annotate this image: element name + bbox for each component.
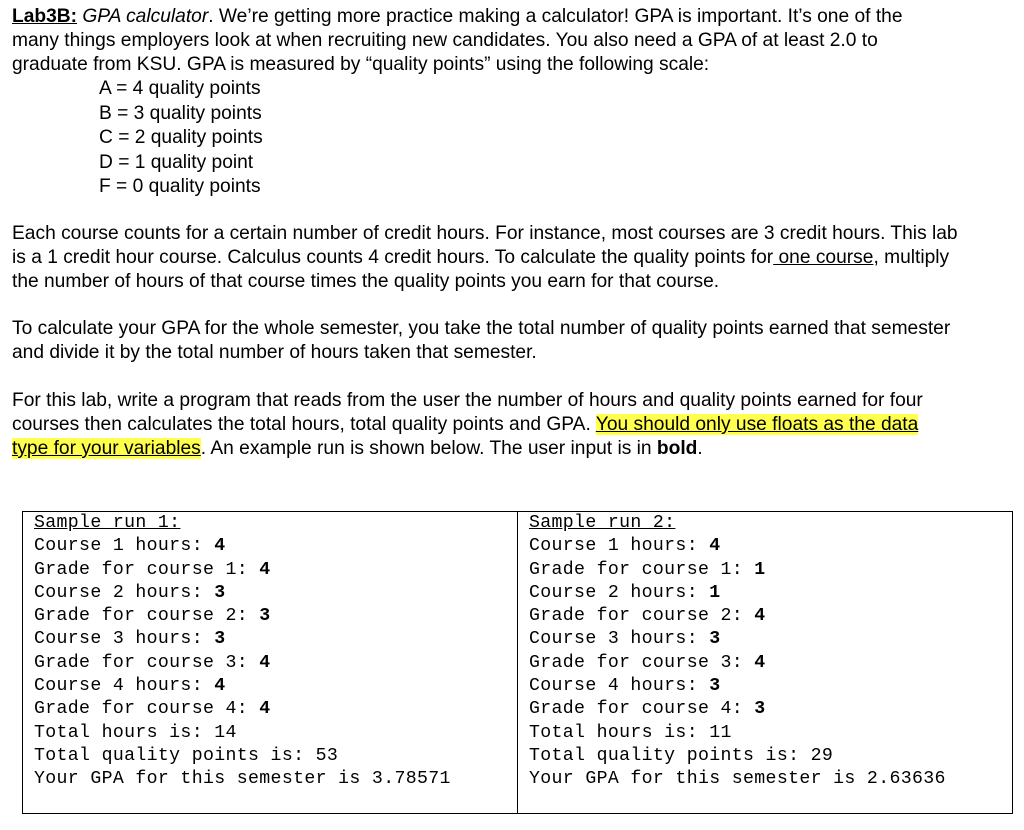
run-prompt: Grade for course 1: [34,559,260,580]
run-input: 4 [259,652,271,673]
intro-line-1-rest: . We’re getting more practice making a calculator! GPA is important. It’s one of the [208,6,903,27]
run-prompt: Course 1 hours: [529,536,710,557]
floats-highlight: You should only use floats as the data [595,414,919,435]
lab-label: Lab3B: [12,6,78,27]
grade-scale-list [99,77,263,200]
run-line [34,628,517,651]
run-input: 3 [709,676,721,697]
run-gpa: Your GPA for this semester is 3.78571 [34,769,451,790]
para3-line-2-a: courses then calculates the total hours, total quality points and GPA. [12,414,596,435]
run-prompt: Course 2 hours: [529,582,710,603]
run-prompt: Grade for course 2: [34,606,260,627]
run-prompt: Grade for course 3: [34,652,260,673]
run-line [34,605,517,628]
intro-paragraph [12,5,903,77]
para3-line-3-b: . An example run is shown below. The user input is in [200,438,657,459]
credit-hours-paragraph [12,222,958,294]
run-prompt: Course 3 hours: [34,629,215,650]
gpa-paragraph [12,317,950,365]
run-title: Sample run 2: [529,513,676,533]
run-prompt: Course 3 hours: [529,629,710,650]
run-input: 1 [754,559,766,580]
run-gpa: Your GPA for this semester is 2.63636 [529,769,946,790]
intro-line-3: graduate from KSU. GPA is measured by “quality points” using the following scale: [12,54,710,75]
para3-line-2 [12,413,923,437]
para1-line-2 [12,246,958,270]
run-prompt: Grade for course 4: [34,699,260,720]
run-prompt: Course 4 hours: [34,676,215,697]
run-input: 3 [709,629,721,650]
floats-highlight-cont: type for your variables [12,438,201,459]
run-line [529,535,1012,558]
para3-line-3 [12,437,923,461]
para1-line-1: Each course counts for a certain number of credit hours. For instance, most courses are 3 credit hours. This lab [12,223,958,244]
run-input: 3 [214,582,226,603]
para1-line-3: the number of hours of that course times the quality points you earn for that course. [12,271,720,292]
para2-line-2: and divide it by the total number of hours taken that semester. [12,342,537,363]
run-total-points: Total quality points is: 53 [34,745,339,766]
one-course-underlined: one course [773,247,874,268]
run-input: 4 [214,676,226,697]
run-line [34,535,517,558]
grade-scale-item: F = 0 quality points [99,176,261,197]
run-input: 3 [754,699,766,720]
run-total-hours: Total hours is: 11 [529,722,732,743]
para2-line-1: To calculate your GPA for the whole semester, you take the total number of quality points earned that semester [12,318,951,339]
run-title: Sample run 1: [34,513,181,533]
para3-line-3-end: . [697,438,703,459]
run-input: 4 [214,536,226,557]
run-line [529,628,1012,651]
para1-line-2-a: is a 1 credit hour course. Calculus counts 4 credit hours. To calculate the quality points for [12,247,774,268]
run-input: 4 [709,536,721,557]
intro-line-2: many things employers look at when recruiting new candidates. You also need a GPA of at least 2.0 to [12,30,878,51]
run-line [529,605,1012,628]
run-line [529,675,1012,698]
run-input: 4 [259,559,271,580]
run-line [34,652,517,675]
lab-title: GPA calculator [82,6,209,27]
grade-scale-item: D = 1 quality point [99,151,254,173]
run-prompt: Course 4 hours: [529,676,710,697]
sample-runs-table [22,511,1013,814]
run-line [529,698,1012,721]
run-input: 3 [259,606,271,627]
run-input: 3 [214,629,226,650]
run-input: 1 [709,582,721,603]
run-input: 4 [259,699,271,720]
run-line [34,582,517,605]
run-prompt: Grade for course 3: [529,652,755,673]
run-prompt: Grade for course 2: [529,606,755,627]
run-prompt: Course 1 hours: [34,536,215,557]
grade-scale-item: B = 3 quality points [99,102,262,124]
run-line [34,698,517,721]
grade-scale-item: C = 2 quality points [99,127,263,148]
run-line [529,559,1012,582]
run-line [529,652,1012,675]
run-line [34,675,517,698]
run-prompt: Grade for course 4: [529,699,755,720]
run-line [34,559,517,582]
grade-scale-item: A = 4 quality points [99,78,261,99]
run-prompt: Course 2 hours: [34,582,215,603]
run-total-hours: Total hours is: 14 [34,722,237,743]
run-prompt: Grade for course 1: [529,559,755,580]
para1-line-2-b: , multiply [873,247,950,268]
sample-run-1 [23,512,518,814]
task-paragraph [12,389,923,461]
run-line [529,582,1012,605]
run-input: 4 [754,606,766,627]
bold-word: bold [656,438,698,459]
run-input: 4 [754,652,766,673]
intro-line-1 [12,5,903,29]
sample-run-2 [518,512,1013,814]
run-total-points: Total quality points is: 29 [529,745,834,766]
para3-line-1: For this lab, write a program that reads from the user the number of hours and quality points earned for four [12,390,923,411]
